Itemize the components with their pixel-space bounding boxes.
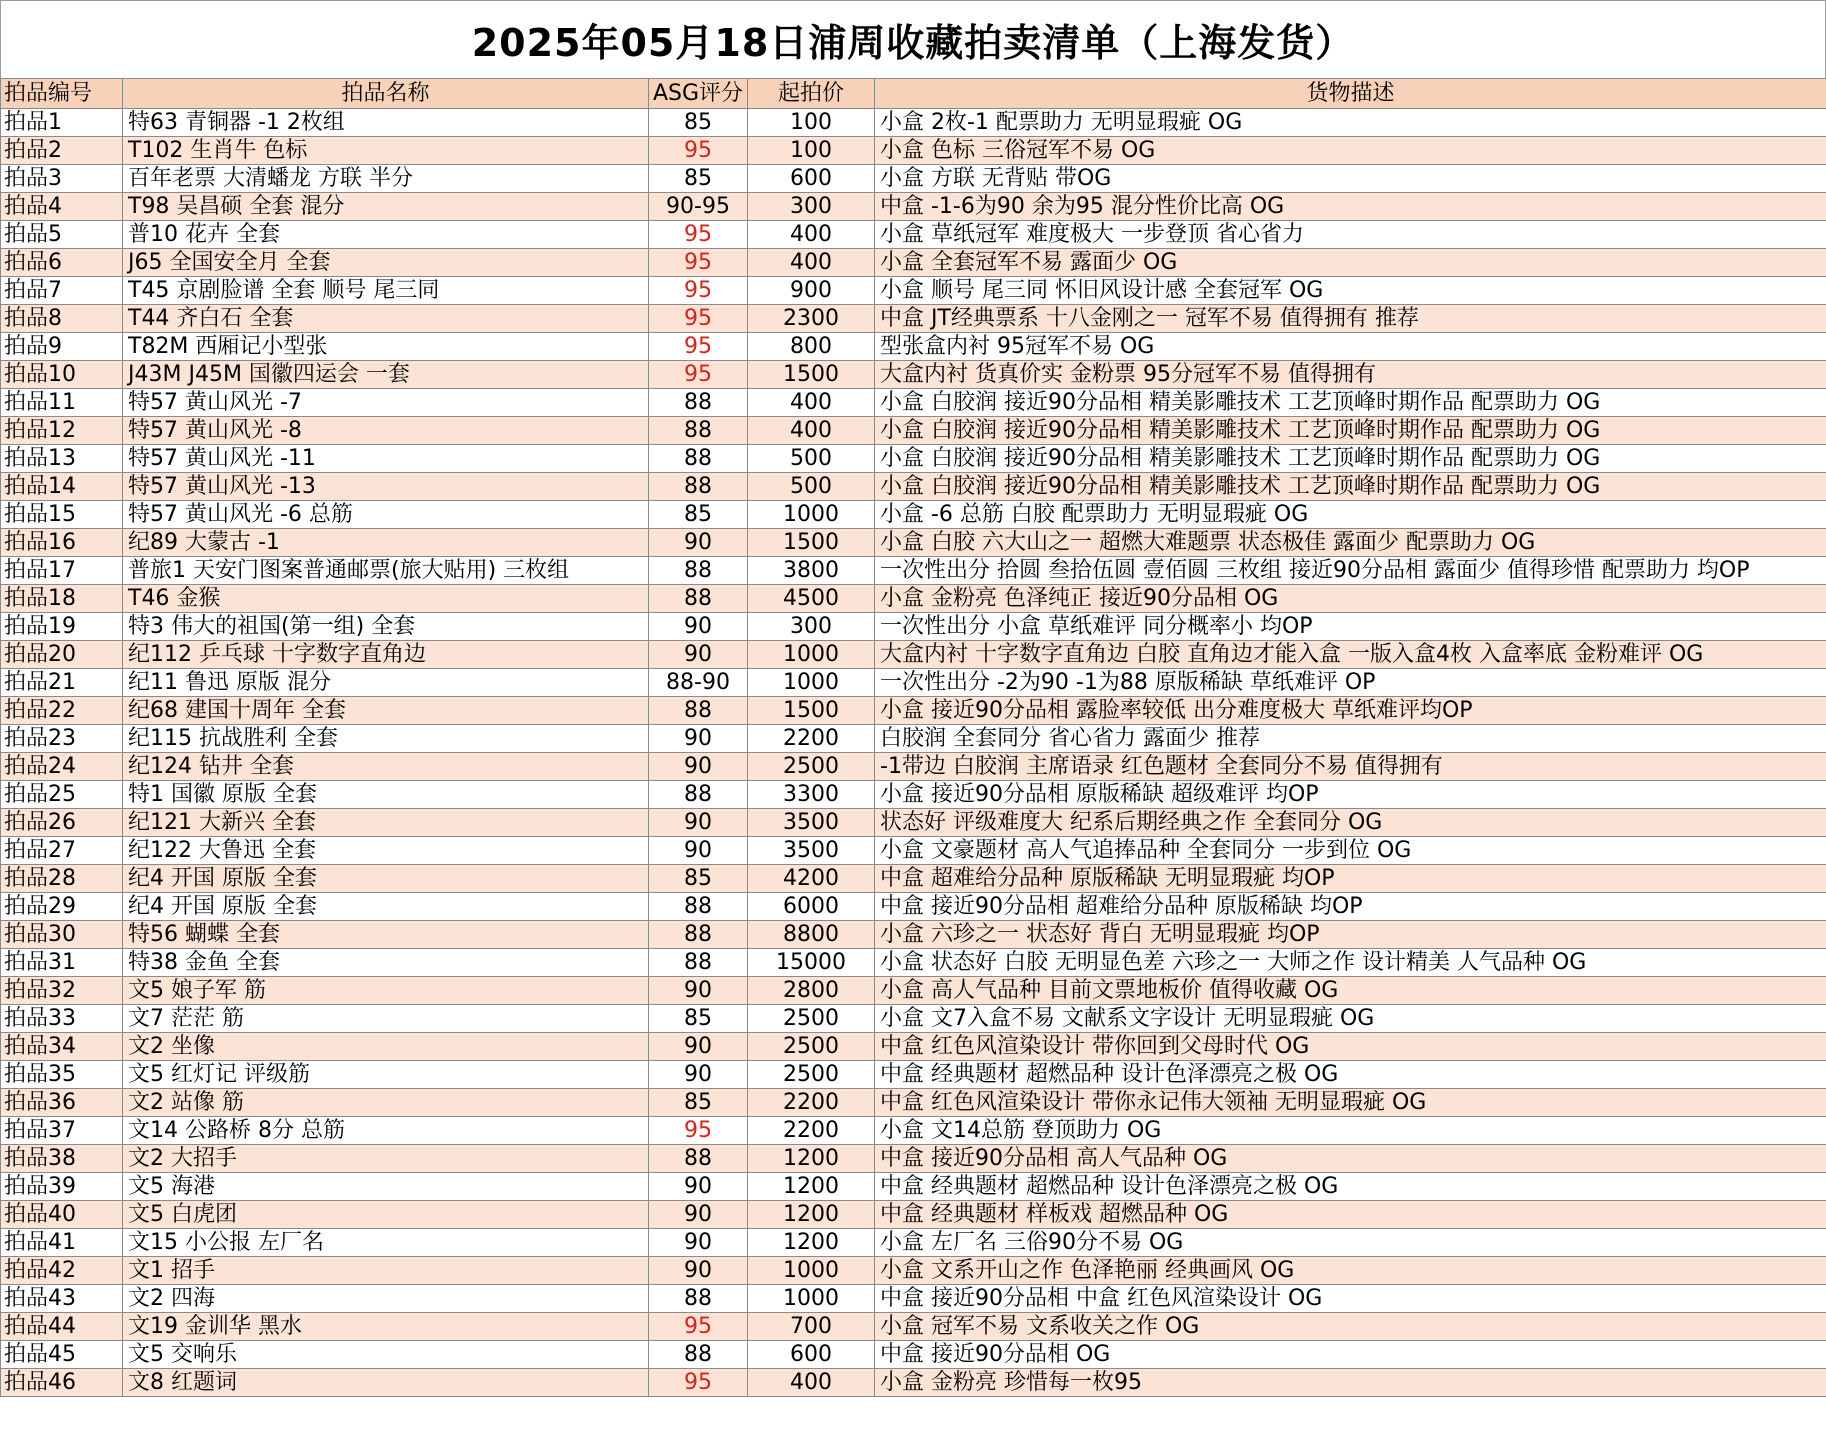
column-header-grade: ASG评分 — [649, 79, 748, 109]
cell-asg-grade: 88-90 — [649, 669, 748, 697]
column-header-id: 拍品编号 — [1, 79, 123, 109]
cell-start-price: 1500 — [748, 697, 875, 725]
cell-description: 小盒 状态好 白胶 无明显色差 六珍之一 大师之作 设计精美 人气品种 OG — [875, 949, 1826, 977]
cell-lot-name: J43M J45M 国徽四运会 一套 — [123, 361, 649, 389]
cell-lot-id: 拍品30 — [1, 921, 123, 949]
cell-lot-id: 拍品31 — [1, 949, 123, 977]
cell-asg-grade: 88 — [649, 893, 748, 921]
header-row — [1, 79, 1826, 109]
cell-asg-grade: 88 — [649, 949, 748, 977]
cell-asg-grade: 88 — [649, 697, 748, 725]
cell-start-price: 8800 — [748, 921, 875, 949]
table-row — [1, 221, 1826, 249]
table-row — [1, 501, 1826, 529]
cell-lot-name: 特3 伟大的祖国(第一组) 全套 — [123, 613, 649, 641]
cell-asg-grade: 85 — [649, 1089, 748, 1117]
cell-lot-name: 文5 白虎团 — [123, 1201, 649, 1229]
cell-description: 一次性出分 -2为90 -1为88 原版稀缺 草纸难评 OP — [875, 669, 1826, 697]
cell-lot-name: 纪112 乒乓球 十字数字直角边 — [123, 641, 649, 669]
table-row — [1, 249, 1826, 277]
cell-description: 大盒内衬 十字数字直角边 白胶 直角边才能入盒 一版入盒4枚 入盒率底 金粉难评 OG — [875, 641, 1826, 669]
cell-description: 中盒 JT经典票系 十八金刚之一 冠军不易 值得拥有 推荐 — [875, 305, 1826, 333]
cell-lot-name: 文2 站像 筋 — [123, 1089, 649, 1117]
cell-lot-name: 纪121 大新兴 全套 — [123, 809, 649, 837]
cell-lot-id: 拍品15 — [1, 501, 123, 529]
table-row — [1, 977, 1826, 1005]
cell-lot-id: 拍品6 — [1, 249, 123, 277]
cell-description: 小盒 左厂名 三俗90分不易 OG — [875, 1229, 1826, 1257]
table-row — [1, 725, 1826, 753]
table-row — [1, 613, 1826, 641]
cell-asg-grade: 95 — [649, 249, 748, 277]
cell-description: 小盒 六珍之一 状态好 背白 无明显瑕疵 均OP — [875, 921, 1826, 949]
cell-lot-id: 拍品8 — [1, 305, 123, 333]
cell-start-price: 400 — [748, 249, 875, 277]
cell-description: 小盒 白胶 六大山之一 超燃大难题票 状态极佳 露面少 配票助力 OG — [875, 529, 1826, 557]
cell-lot-name: T46 金猴 — [123, 585, 649, 613]
cell-lot-name: 纪89 大蒙古 -1 — [123, 529, 649, 557]
cell-lot-id: 拍品4 — [1, 193, 123, 221]
cell-start-price: 3500 — [748, 809, 875, 837]
cell-lot-id: 拍品2 — [1, 137, 123, 165]
cell-lot-name: T44 齐白石 全套 — [123, 305, 649, 333]
cell-description: 状态好 评级难度大 纪系后期经典之作 全套同分 OG — [875, 809, 1826, 837]
cell-lot-name: 纪4 开国 原版 全套 — [123, 865, 649, 893]
cell-start-price: 2300 — [748, 305, 875, 333]
cell-lot-name: 文2 坐像 — [123, 1033, 649, 1061]
cell-asg-grade: 95 — [649, 221, 748, 249]
cell-lot-id: 拍品7 — [1, 277, 123, 305]
cell-lot-id: 拍品34 — [1, 1033, 123, 1061]
cell-start-price: 1200 — [748, 1173, 875, 1201]
table-row — [1, 1033, 1826, 1061]
cell-asg-grade: 88 — [649, 473, 748, 501]
cell-start-price: 3300 — [748, 781, 875, 809]
table-row — [1, 1145, 1826, 1173]
cell-asg-grade: 85 — [649, 501, 748, 529]
table-row — [1, 389, 1826, 417]
cell-lot-name: 普旅1 天安门图案普通邮票(旅大贴用) 三枚组 — [123, 557, 649, 585]
table-row — [1, 893, 1826, 921]
table-row — [1, 361, 1826, 389]
cell-description: 小盒 文豪题材 高人气追捧品种 全套同分 一步到位 OG — [875, 837, 1826, 865]
cell-lot-name: 纪122 大鲁迅 全套 — [123, 837, 649, 865]
table-row — [1, 1061, 1826, 1089]
page-title: 2025年05月18日浦周收藏拍卖清单（上海发货） — [0, 0, 1826, 78]
cell-start-price: 2500 — [748, 1033, 875, 1061]
table-row — [1, 1341, 1826, 1369]
table-row — [1, 809, 1826, 837]
cell-asg-grade: 90 — [649, 837, 748, 865]
cell-lot-id: 拍品25 — [1, 781, 123, 809]
table-row — [1, 1369, 1826, 1397]
cell-asg-grade: 85 — [649, 109, 748, 137]
cell-asg-grade: 88 — [649, 417, 748, 445]
table-row — [1, 109, 1826, 137]
cell-description: 小盒 文14总筋 登顶助力 OG — [875, 1117, 1826, 1145]
table-row — [1, 1117, 1826, 1145]
cell-lot-name: 文5 海港 — [123, 1173, 649, 1201]
cell-start-price: 600 — [748, 165, 875, 193]
cell-start-price: 900 — [748, 277, 875, 305]
cell-description: 小盒 文系开山之作 色泽艳丽 经典画风 OG — [875, 1257, 1826, 1285]
cell-description: 白胶润 全套同分 省心省力 露面少 推荐 — [875, 725, 1826, 753]
cell-description: 中盒 经典题材 超燃品种 设计色泽漂亮之极 OG — [875, 1173, 1826, 1201]
cell-lot-id: 拍品41 — [1, 1229, 123, 1257]
cell-lot-id: 拍品36 — [1, 1089, 123, 1117]
cell-lot-name: 特57 黄山风光 -11 — [123, 445, 649, 473]
cell-description: 小盒 色标 三俗冠军不易 OG — [875, 137, 1826, 165]
cell-asg-grade: 90 — [649, 977, 748, 1005]
cell-start-price: 2500 — [748, 1005, 875, 1033]
cell-description: 中盒 经典题材 样板戏 超燃品种 OG — [875, 1201, 1826, 1229]
cell-description: 小盒 金粉亮 色泽纯正 接近90分品相 OG — [875, 585, 1826, 613]
cell-start-price: 4500 — [748, 585, 875, 613]
cell-lot-name: 纪115 抗战胜利 全套 — [123, 725, 649, 753]
cell-description: 小盒 顺号 尾三同 怀旧风设计感 全套冠军 OG — [875, 277, 1826, 305]
cell-asg-grade: 88 — [649, 921, 748, 949]
cell-asg-grade: 88 — [649, 389, 748, 417]
cell-lot-id: 拍品9 — [1, 333, 123, 361]
cell-start-price: 100 — [748, 137, 875, 165]
cell-asg-grade: 90 — [649, 1229, 748, 1257]
table-row — [1, 305, 1826, 333]
cell-asg-grade: 88 — [649, 557, 748, 585]
cell-asg-grade: 95 — [649, 137, 748, 165]
cell-lot-id: 拍品37 — [1, 1117, 123, 1145]
cell-start-price: 2200 — [748, 1089, 875, 1117]
table-row — [1, 445, 1826, 473]
cell-lot-id: 拍品13 — [1, 445, 123, 473]
cell-asg-grade: 88 — [649, 1341, 748, 1369]
cell-asg-grade: 85 — [649, 1005, 748, 1033]
cell-asg-grade: 95 — [649, 361, 748, 389]
cell-start-price: 800 — [748, 333, 875, 361]
cell-lot-name: 文8 红题词 — [123, 1369, 649, 1397]
cell-lot-id: 拍品22 — [1, 697, 123, 725]
cell-start-price: 400 — [748, 221, 875, 249]
cell-lot-id: 拍品46 — [1, 1369, 123, 1397]
cell-lot-id: 拍品20 — [1, 641, 123, 669]
cell-lot-name: 纪4 开国 原版 全套 — [123, 893, 649, 921]
cell-asg-grade: 88 — [649, 445, 748, 473]
cell-start-price: 1000 — [748, 1285, 875, 1313]
cell-start-price: 3800 — [748, 557, 875, 585]
cell-start-price: 300 — [748, 193, 875, 221]
cell-description: 中盒 接近90分品相 超难给分品种 原版稀缺 均OP — [875, 893, 1826, 921]
cell-description: 小盒 金粉亮 珍惜每一枚95 — [875, 1369, 1826, 1397]
table-row — [1, 1089, 1826, 1117]
table-row — [1, 781, 1826, 809]
table-row — [1, 1229, 1826, 1257]
cell-lot-name: 文15 小公报 左厂名 — [123, 1229, 649, 1257]
cell-description: 中盒 红色风渲染设计 带你回到父母时代 OG — [875, 1033, 1826, 1061]
cell-start-price: 1200 — [748, 1229, 875, 1257]
cell-lot-id: 拍品19 — [1, 613, 123, 641]
cell-lot-id: 拍品43 — [1, 1285, 123, 1313]
table-row — [1, 333, 1826, 361]
cell-start-price: 2500 — [748, 1061, 875, 1089]
cell-start-price: 400 — [748, 389, 875, 417]
cell-asg-grade: 95 — [649, 1369, 748, 1397]
cell-lot-name: 文1 招手 — [123, 1257, 649, 1285]
table-row — [1, 1201, 1826, 1229]
cell-lot-id: 拍品18 — [1, 585, 123, 613]
cell-lot-id: 拍品16 — [1, 529, 123, 557]
cell-lot-id: 拍品33 — [1, 1005, 123, 1033]
table-body — [1, 109, 1826, 1397]
cell-asg-grade: 88 — [649, 585, 748, 613]
cell-lot-id: 拍品27 — [1, 837, 123, 865]
cell-description: 小盒 白胶润 接近90分品相 精美影雕技术 工艺顶峰时期作品 配票助力 OG — [875, 445, 1826, 473]
cell-asg-grade: 90 — [649, 1257, 748, 1285]
cell-asg-grade: 90 — [649, 1201, 748, 1229]
cell-lot-name: 文5 交响乐 — [123, 1341, 649, 1369]
cell-lot-id: 拍品17 — [1, 557, 123, 585]
table-header — [1, 79, 1826, 109]
cell-start-price: 1000 — [748, 641, 875, 669]
cell-lot-id: 拍品26 — [1, 809, 123, 837]
cell-description: 小盒 接近90分品相 露脸率较低 出分难度极大 草纸难评均OP — [875, 697, 1826, 725]
cell-lot-id: 拍品21 — [1, 669, 123, 697]
cell-start-price: 400 — [748, 1369, 875, 1397]
table-row — [1, 949, 1826, 977]
cell-lot-name: 文7 茫茫 筋 — [123, 1005, 649, 1033]
cell-asg-grade: 90 — [649, 529, 748, 557]
cell-start-price: 1000 — [748, 501, 875, 529]
cell-asg-grade: 90 — [649, 641, 748, 669]
cell-description: 中盒 超难给分品种 原版稀缺 无明显瑕疵 均OP — [875, 865, 1826, 893]
cell-lot-id: 拍品28 — [1, 865, 123, 893]
table-row — [1, 193, 1826, 221]
table-row — [1, 669, 1826, 697]
cell-lot-id: 拍品44 — [1, 1313, 123, 1341]
cell-lot-id: 拍品29 — [1, 893, 123, 921]
cell-asg-grade: 90 — [649, 613, 748, 641]
cell-description: 小盒 白胶润 接近90分品相 精美影雕技术 工艺顶峰时期作品 配票助力 OG — [875, 473, 1826, 501]
cell-description: 小盒 全套冠军不易 露面少 OG — [875, 249, 1826, 277]
cell-description: 中盒 经典题材 超燃品种 设计色泽漂亮之极 OG — [875, 1061, 1826, 1089]
cell-lot-name: 特1 国徽 原版 全套 — [123, 781, 649, 809]
cell-description: 一次性出分 小盒 草纸难评 同分概率小 均OP — [875, 613, 1826, 641]
cell-start-price: 3500 — [748, 837, 875, 865]
cell-description: 小盒 方联 无背贴 带OG — [875, 165, 1826, 193]
cell-description: 中盒 接近90分品相 高人气品种 OG — [875, 1145, 1826, 1173]
cell-lot-name: 纪11 鲁迅 原版 混分 — [123, 669, 649, 697]
cell-start-price: 1200 — [748, 1201, 875, 1229]
cell-lot-name: T102 生肖牛 色标 — [123, 137, 649, 165]
cell-lot-name: 特57 黄山风光 -7 — [123, 389, 649, 417]
cell-lot-name: 文5 红灯记 评级筋 — [123, 1061, 649, 1089]
cell-asg-grade: 95 — [649, 1117, 748, 1145]
cell-description: 小盒 冠军不易 文系收关之作 OG — [875, 1313, 1826, 1341]
cell-start-price: 4200 — [748, 865, 875, 893]
cell-lot-id: 拍品32 — [1, 977, 123, 1005]
cell-lot-id: 拍品5 — [1, 221, 123, 249]
cell-lot-id: 拍品23 — [1, 725, 123, 753]
cell-lot-name: 特57 黄山风光 -6 总筋 — [123, 501, 649, 529]
cell-description: 中盒 接近90分品相 中盒 红色风渲染设计 OG — [875, 1285, 1826, 1313]
cell-description: 小盒 接近90分品相 原版稀缺 超级难评 均OP — [875, 781, 1826, 809]
cell-lot-id: 拍品12 — [1, 417, 123, 445]
table-row — [1, 753, 1826, 781]
table-row — [1, 1257, 1826, 1285]
cell-lot-name: 特57 黄山风光 -8 — [123, 417, 649, 445]
cell-lot-name: 纪68 建国十周年 全套 — [123, 697, 649, 725]
cell-lot-id: 拍品45 — [1, 1341, 123, 1369]
cell-lot-id: 拍品35 — [1, 1061, 123, 1089]
cell-description: 小盒 白胶润 接近90分品相 精美影雕技术 工艺顶峰时期作品 配票助力 OG — [875, 389, 1826, 417]
cell-asg-grade: 90 — [649, 753, 748, 781]
table-row — [1, 277, 1826, 305]
cell-start-price: 1200 — [748, 1145, 875, 1173]
cell-asg-grade: 95 — [649, 333, 748, 361]
cell-start-price: 100 — [748, 109, 875, 137]
cell-description: 一次性出分 拾圆 叁拾伍圆 壹佰圆 三枚组 接近90分品相 露面少 值得珍惜 配票助力 均OP — [875, 557, 1826, 585]
column-header-desc: 货物描述 — [875, 79, 1826, 109]
cell-lot-name: 文19 金训华 黑水 — [123, 1313, 649, 1341]
column-header-name: 拍品名称 — [123, 79, 649, 109]
cell-lot-id: 拍品24 — [1, 753, 123, 781]
cell-lot-name: 文2 四海 — [123, 1285, 649, 1313]
cell-lot-id: 拍品10 — [1, 361, 123, 389]
cell-start-price: 15000 — [748, 949, 875, 977]
cell-start-price: 6000 — [748, 893, 875, 921]
table-row — [1, 417, 1826, 445]
table-row — [1, 585, 1826, 613]
table-row — [1, 697, 1826, 725]
cell-start-price: 2200 — [748, 725, 875, 753]
cell-lot-name: 特38 金鱼 全套 — [123, 949, 649, 977]
table-row — [1, 1285, 1826, 1313]
cell-asg-grade: 90 — [649, 809, 748, 837]
cell-lot-name: 特63 青铜器 -1 2枚组 — [123, 109, 649, 137]
cell-asg-grade: 90 — [649, 1033, 748, 1061]
cell-start-price: 700 — [748, 1313, 875, 1341]
cell-lot-id: 拍品42 — [1, 1257, 123, 1285]
table-row — [1, 641, 1826, 669]
table-row — [1, 1173, 1826, 1201]
cell-description: 小盒 文7入盒不易 文献系文字设计 无明显瑕疵 OG — [875, 1005, 1826, 1033]
cell-asg-grade: 85 — [649, 865, 748, 893]
cell-asg-grade: 90 — [649, 725, 748, 753]
table-row — [1, 1313, 1826, 1341]
cell-start-price: 500 — [748, 473, 875, 501]
cell-lot-name: 文2 大招手 — [123, 1145, 649, 1173]
cell-start-price: 2800 — [748, 977, 875, 1005]
table-row — [1, 921, 1826, 949]
cell-lot-id: 拍品1 — [1, 109, 123, 137]
cell-asg-grade: 90-95 — [649, 193, 748, 221]
cell-lot-id: 拍品14 — [1, 473, 123, 501]
cell-lot-name: 文14 公路桥 8分 总筋 — [123, 1117, 649, 1145]
cell-lot-name: 百年老票 大清蟠龙 方联 半分 — [123, 165, 649, 193]
cell-asg-grade: 88 — [649, 1145, 748, 1173]
auction-table — [0, 78, 1826, 1397]
table-row — [1, 1005, 1826, 1033]
cell-lot-id: 拍品3 — [1, 165, 123, 193]
cell-description: 中盒 红色风渲染设计 带你永记伟大领袖 无明显瑕疵 OG — [875, 1089, 1826, 1117]
cell-start-price: 1000 — [748, 1257, 875, 1285]
cell-asg-grade: 95 — [649, 1313, 748, 1341]
cell-description: 中盒 -1-6为90 余为95 混分性价比高 OG — [875, 193, 1826, 221]
cell-lot-id: 拍品38 — [1, 1145, 123, 1173]
cell-description: 小盒 白胶润 接近90分品相 精美影雕技术 工艺顶峰时期作品 配票助力 OG — [875, 417, 1826, 445]
cell-lot-id: 拍品40 — [1, 1201, 123, 1229]
cell-lot-name: T98 吴昌硕 全套 混分 — [123, 193, 649, 221]
cell-asg-grade: 95 — [649, 277, 748, 305]
cell-asg-grade: 90 — [649, 1061, 748, 1089]
cell-lot-name: 特57 黄山风光 -13 — [123, 473, 649, 501]
cell-asg-grade: 88 — [649, 781, 748, 809]
column-header-price: 起拍价 — [748, 79, 875, 109]
cell-lot-name: J65 全国安全月 全套 — [123, 249, 649, 277]
cell-description: 小盒 -6 总筋 白胶 配票助力 无明显瑕疵 OG — [875, 501, 1826, 529]
table-row — [1, 865, 1826, 893]
cell-start-price: 1500 — [748, 361, 875, 389]
table-row — [1, 837, 1826, 865]
cell-start-price: 2500 — [748, 753, 875, 781]
cell-description: 中盒 接近90分品相 OG — [875, 1341, 1826, 1369]
cell-start-price: 300 — [748, 613, 875, 641]
table-row — [1, 557, 1826, 585]
table-row — [1, 137, 1826, 165]
cell-lot-name: T45 京剧脸谱 全套 顺号 尾三同 — [123, 277, 649, 305]
cell-description: 小盒 高人气品种 目前文票地板价 值得收藏 OG — [875, 977, 1826, 1005]
cell-start-price: 400 — [748, 417, 875, 445]
cell-asg-grade: 95 — [649, 305, 748, 333]
cell-start-price: 500 — [748, 445, 875, 473]
cell-asg-grade: 90 — [649, 1173, 748, 1201]
cell-lot-name: 普10 花卉 全套 — [123, 221, 649, 249]
cell-asg-grade: 88 — [649, 1285, 748, 1313]
cell-asg-grade: 85 — [649, 165, 748, 193]
cell-start-price: 1500 — [748, 529, 875, 557]
cell-lot-name: T82M 西厢记小型张 — [123, 333, 649, 361]
table-row — [1, 529, 1826, 557]
cell-lot-name: 特56 蝴蝶 全套 — [123, 921, 649, 949]
cell-description: 小盒 2枚-1 配票助力 无明显瑕疵 OG — [875, 109, 1826, 137]
cell-start-price: 600 — [748, 1341, 875, 1369]
cell-description: 小盒 草纸冠军 难度极大 一步登顶 省心省力 — [875, 221, 1826, 249]
cell-lot-name: 文5 娘子军 筋 — [123, 977, 649, 1005]
cell-start-price: 2200 — [748, 1117, 875, 1145]
cell-description: 型张盒内衬 95冠军不易 OG — [875, 333, 1826, 361]
table-row — [1, 165, 1826, 193]
cell-description: -1带边 白胶润 主席语录 红色题材 全套同分不易 值得拥有 — [875, 753, 1826, 781]
cell-lot-name: 纪124 钻井 全套 — [123, 753, 649, 781]
cell-lot-id: 拍品11 — [1, 389, 123, 417]
cell-lot-id: 拍品39 — [1, 1173, 123, 1201]
table-row — [1, 473, 1826, 501]
cell-description: 大盒内衬 货真价实 金粉票 95分冠军不易 值得拥有 — [875, 361, 1826, 389]
cell-start-price: 1000 — [748, 669, 875, 697]
